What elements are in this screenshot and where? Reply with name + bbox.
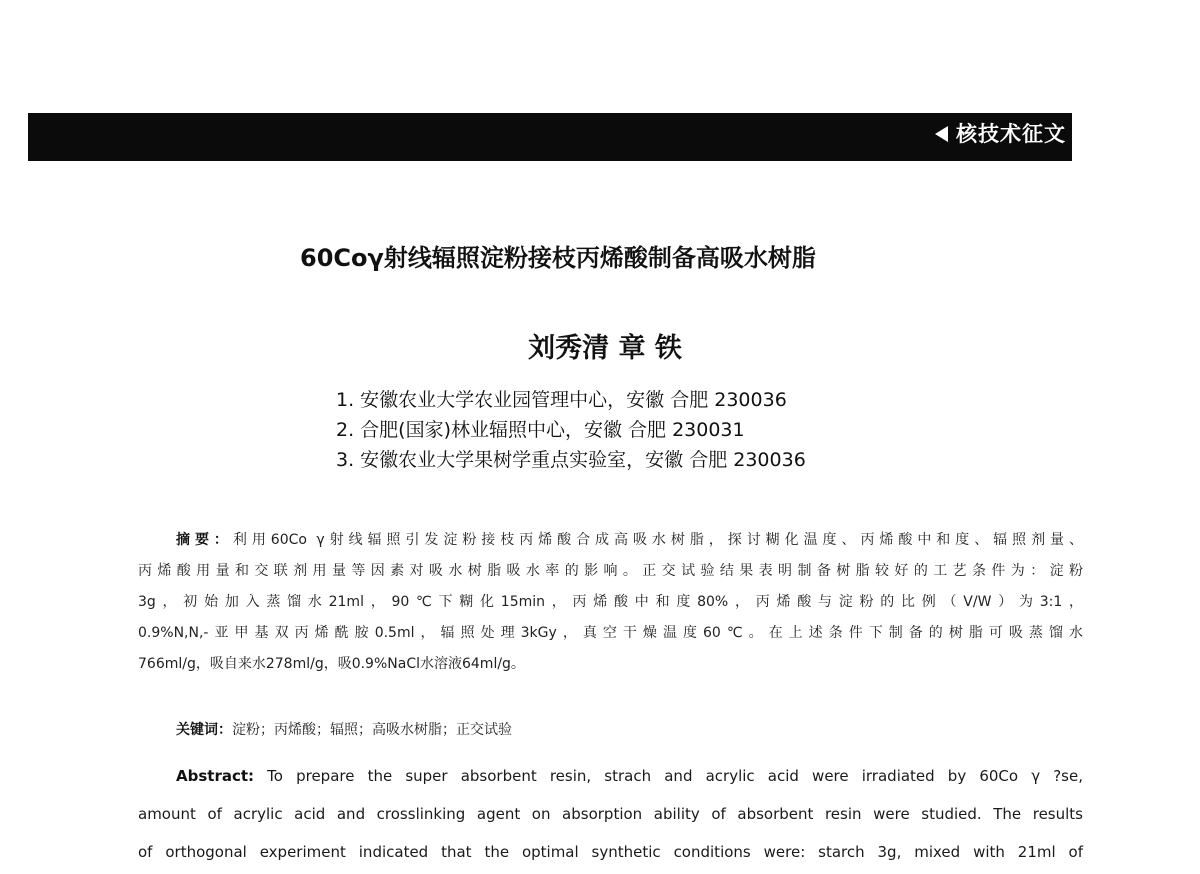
abstract-label: 摘要： — [176, 532, 233, 548]
abstract-en-text: To prepare the super absorbent resin, strach and acrylic acid were irradiated by 60Co γ ?se, — [267, 767, 1083, 785]
keywords — [176, 718, 512, 742]
affiliation-list — [336, 385, 806, 475]
abstract-en-label: Abstract: — [176, 767, 255, 785]
section-header-band — [28, 113, 1072, 161]
section-label — [935, 121, 1066, 147]
keywords-label: 关键词： — [176, 722, 232, 738]
affiliation-item: 3. 安徽农业大学果树学重点实验室，安徽 合肥 230036 — [336, 449, 806, 471]
keywords-text: 淀粉；丙烯酸；辐照；高吸水树脂；正交试验 — [232, 722, 512, 738]
abstract-text: 利用60Co γ射线辐照引发淀粉接枝丙烯酸合成高吸水树脂，探讨糊化温度、丙烯酸中和度、辐照剂量、 — [232, 532, 1084, 548]
abstract-line: 丙烯酸用量和交联剂用量等因素对吸水树脂吸水率的影响。正交试验结果表明制备树脂较好的工艺条件为：淀粉 — [138, 563, 1083, 579]
abstract-en-line: of orthogonal experiment indicated that the optimal synthetic conditions were: starch 3g, mixed with 21ml of — [138, 843, 1083, 861]
abstract-line: 0.9%N,N,-亚甲基双丙烯酰胺0.5ml，辐照处理3kGy，真空干燥温度60℃。在上述条件下制备的树脂可吸蒸馏水 — [138, 625, 1083, 641]
chinese-abstract — [138, 525, 1083, 680]
abstract-en-line: amount of acrylic acid and crosslinking agent on absorption ability of absorbent resin were studied. The results — [138, 805, 1083, 823]
abstract-line: 766ml/g，吸自来水278ml/g，吸0.9%NaCl水溶液64ml/g。 — [138, 656, 525, 672]
abstract-en-line — [138, 757, 1083, 795]
affiliation-item: 1. 安徽农业大学农业园管理中心，安徽 合肥 230036 — [336, 389, 787, 411]
article-authors: 刘秀清 章 铁 — [528, 333, 682, 364]
abstract-line: 3g，初始加入蒸馏水21ml，90℃下糊化15min，丙烯酸中和度80%，丙烯酸与淀粉的比例（V/W）为3:1， — [138, 594, 1083, 610]
abstract-line — [138, 525, 1083, 556]
left-triangle-icon — [935, 126, 948, 142]
english-abstract — [138, 757, 1083, 871]
section-label-text: 核技术征文 — [956, 122, 1066, 146]
affiliation-item: 2. 合肥(国家)林业辐照中心，安徽 合肥 230031 — [336, 419, 745, 441]
article-title: 60Coγ射线辐照淀粉接枝丙烯酸制备高吸水树脂 — [300, 244, 816, 272]
